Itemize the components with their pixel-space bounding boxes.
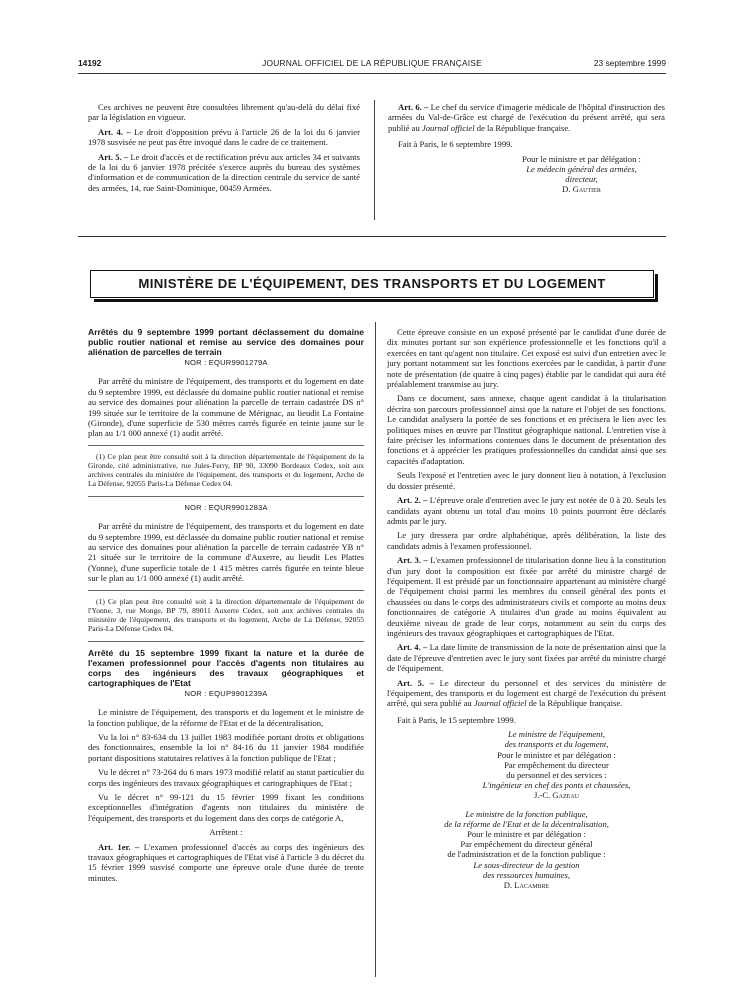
jury-list-paragraph: Le jury dressera par ordre alphabétique, après délibération, la liste des candidats admis à l'examen professionnel. — [387, 530, 666, 551]
article-5-main-paragraph: Art. 5. – Le directeur du personnel et des services du ministère de l'équipement, des transports et du logement est chargé de l'exécution du présent arrêté, qui sera publié au Journal officiel de la République française. — [387, 677, 666, 709]
arrete-title-1: Arrêtés du 9 septembre 1999 portant déclassement du domaine public routier national et remise au service des domaines pour aliénation de parcelles de terrain — [88, 327, 364, 357]
signatory-name: D. Lacambre — [503, 880, 550, 891]
vu-paragraph-2: Vu le décret n° 73-264 du 6 mars 1973 modifié relatif au statut particulier du corps des ingénieurs des travaux géographiques et cartographiques de l'Etat ; — [88, 767, 364, 788]
column-divider-top — [374, 100, 375, 220]
ministers-paragraph: Le ministre de l'équipement, des transports et du logement et le ministre de la fonction publique, de la réforme de l'Etat et de la décentralisation, — [88, 707, 364, 728]
arretent-heading: Arrêtent : — [209, 827, 243, 838]
section-rule — [78, 236, 666, 237]
signature-block-2: Le ministre de l'équipement, des transports et du logement, Pour le ministre et par délégation : Par empêchement du directeur du personnel et des services : L'ingénieur en chef des ponts et chaussées, J.-C. Gazeau — [447, 729, 666, 800]
footnote-separator — [88, 445, 364, 446]
page-header — [78, 58, 666, 72]
page-number: 14192 — [78, 58, 102, 68]
epreuve-paragraph: Cette épreuve consiste en un exposé présenté par le candidat d'une durée de dix minutes portant sur son expérience professionnelle et les fonctions qu'il a exercées en tant qu'agent non titulaire. Cet exposé est suivi d'un entretien avec le jury portant notamment sur les fonctions exercées par le candidat, à partir d'une note de présentation (de quatre à cinq pages) établie par le candidat qui aura été préalablement transmise au jury. — [387, 327, 666, 390]
header-rule — [78, 73, 666, 74]
main-left-column — [88, 327, 364, 887]
main-right-column — [387, 327, 666, 890]
nor-reference-1: NOR : EQUR9901279A — [184, 358, 268, 367]
footnote-separator — [88, 590, 364, 591]
article-1-paragraph: Art. 1er. – L'examen professionnel d'accès au corps des ingénieurs des travaux géographiques et cartographiques de l'Etat visé à l'article 3 du décret du 15 février 1999 susvisé comporte une épreuve orale d'une durée de trente minutes. — [88, 841, 364, 883]
nor-reference-2: NOR : EQUR9901283A — [184, 502, 268, 512]
signature-block-1: Pour le ministre et par délégation : Le médecin général des armées, directeur, D. Gautier — [498, 154, 665, 195]
article-4-main-paragraph: Art. 4. – La date limite de transmission de la note de présentation ainsi que la date de l'épreuve d'entretien avec le jury sont fixées par arrêté du ministre chargé de l'équipement. — [387, 642, 666, 674]
article-separator — [88, 496, 364, 497]
notation-paragraph: Seuls l'exposé et l'entretien avec le jury donnent lieu à notation, à l'exclusion du dossier présenté. — [387, 470, 666, 491]
archives-paragraph: Ces archives ne peuvent être consultées librement qu'au-delà du délai fixé par la législation en vigueur. — [88, 102, 360, 123]
nor-reference-3: NOR : EQUP9901239A — [184, 688, 268, 698]
arrete-title-2: Arrêté du 15 septembre 1999 fixant la nature et la durée de l'examen professionnel pour l'accès d'agents non titulaires au corps des ingénieurs des travaux géographiques et cartographiques de l'Etat — [88, 647, 364, 688]
vu-paragraph-3: Vu le décret n° 99-121 du 15 février 1999 fixant les conditions exceptionnelles d'intégration d'agents non titulaires du ministère de l'équipement, des transports et du logement dans des corps de catégorie A, — [88, 791, 364, 823]
article-4-paragraph: Art. 4. – Le droit d'opposition prévu à l'article 26 de la loi du 6 janvier 1978 susvisée ne peut pas être invoqué dans le cadre de ce traitement. — [88, 126, 360, 148]
decree-paragraph-1: Par arrêté du ministre de l'équipement, des transports et du logement en date du 9 septembre 1999, est déclassée du domaine public routier national et remise au service des domaines pour aliénation la parcelle de terrain cadastrée DS n° 199 située sur le territoire de la commune de Mérignac, au lieudit La Fontaine (Gironde), d'une superficie de 530 mètres carrés figurée en teinte jaune sur le plan au 1/1 000 annexé (1) audit arrêté. — [88, 376, 364, 439]
fait-paris-2: Fait à Paris, le 15 septembre 1999. — [397, 714, 516, 725]
footnote-2: (1) Ce plan peut être consulté soit à la direction départementale de l'équipement de l'Yonne, 3, rue Monge, BP 79, 89011 Auxerre Cedex, soit aux archives centrales du ministère de l'équipement, des transports et du logement, Arche de La Défense, 92055 Paris-La Défense Cedex 04. — [88, 596, 364, 633]
signatory-name: D. Gautier — [562, 184, 601, 195]
signatory-name: J.-C. Gazeau — [534, 790, 579, 801]
document-paragraph: Dans ce document, sans annexe, chaque agent candidat à la titularisation décrira son parcours professionnel ainsi que la nature et l'objet de ses fonctions. Le candidat analysera la portée de ses fonctions et en précisera le lien avec les politiques mises en œuvre par l'Institut géographique national. L'entretien vise à faire préciser les informations contenues dans le document de présentation des fonctions et à apprécier les pratiques professionnelles du candidat ainsi que ses capacités d'adaptation. — [387, 393, 666, 466]
article-6-paragraph: Art. 6. – Le chef du service d'imagerie médicale de l'hôpital d'instruction des armées du Val-de-Grâce est chargé de l'exécution du présent arrêté, qui sera publié au Journal officiel de la République française. — [388, 102, 665, 133]
article-2-paragraph: Art. 2. – L'épreuve orale d'entretien avec le jury est notée de 0 à 20. Seuls les candidats ayant obtenu un total d'au moins 10 points pourront être déclarés admis par le jury. — [387, 495, 666, 526]
top-right-column — [388, 102, 665, 194]
issue-date: 23 septembre 1999 — [593, 58, 666, 68]
journal-title: JOURNAL OFFICIEL DE LA RÉPUBLIQUE FRANÇAISE — [262, 58, 482, 68]
article-separator — [88, 641, 364, 642]
decree-paragraph-2: Par arrêté du ministre de l'équipement, des transports et du logement en date du 9 septembre 1999, est déclassée du domaine public routier national et remise au service des domaines pour aliénation la parcelle de terrain cadastrée YB n° 21 située sur le territoire de la commune d'Auxerre, au lieudit Les Plattes (Yonne), d'une superficie totale de 1 415 mètres carrés figurée en teinte bleue sur le plan au 1/1 000 annexé (1) audit arrêté. — [88, 521, 364, 584]
column-divider-main — [375, 322, 376, 977]
footnote-1: (1) Ce plan peut être consulté soit à la direction départementale de l'équipement de la Gironde, cité administrative, rue Jules-Ferry, BP 90, 33090 Bordeaux Cedex, soit aux archives centrales du ministère de l'équipement, des transports et du logement, Arche de La Défense, 92055 Paris-La Défense Cedex 04. — [88, 451, 364, 488]
vu-paragraph-1: Vu la loi n° 83-634 du 13 juillet 1983 modifiée portant droits et obligations des fonctionnaires, ensemble la loi n° 84-16 du 11 janvier 1984 modifiée portant dispositions statutaires relatives à la fonction publique de l'Etat ; — [88, 731, 364, 763]
ministry-banner: MINISTÈRE DE L'ÉQUIPEMENT, DES TRANSPORTS ET DU LOGEMENT — [90, 270, 654, 298]
article-3-paragraph: Art. 3. – L'examen professionnel de titularisation donne lieu à la constitution d'un jury dont la composition est fixée par arrêté du ministre chargé de l'équipement. Il est présidé par un fonctionnaire appartenant au ministère chargé de l'équipement choisi parmi les membres du conseil général des ponts et chaussées ou dans le corps des administrateurs civils et comporte au moins deux fonctionnaires de catégorie A titulaires d'un grade au moins équivalent au deuxième niveau de grade de leur corps, notamment au sein du corps des ingénieurs des travaux géographiques et cartographiques de l'Etat. — [387, 555, 666, 638]
signature-block-3: Le ministre de la fonction publique, de la réforme de l'Etat et de la décentralisation, Pour le ministre et par délégation : Par empêchement du directeur général de l'administration et de la fonction publique : Le sous-directeur de la gestion des ressources humaines, D. Lacambre — [387, 809, 666, 891]
article-5-paragraph: Art. 5. – Le droit d'accès et de rectification prévu aux articles 34 et suivants de la loi du 6 janvier 1978 précitée s'exerce auprès du bureau des systèmes d'information et de communication de la direction centrale du service de santé des armées, 14, rue Saint-Dominique, 00459 Armées. — [88, 151, 360, 193]
top-left-column — [88, 102, 360, 197]
fait-paris-1: Fait à Paris, le 6 septembre 1999. — [398, 139, 513, 150]
